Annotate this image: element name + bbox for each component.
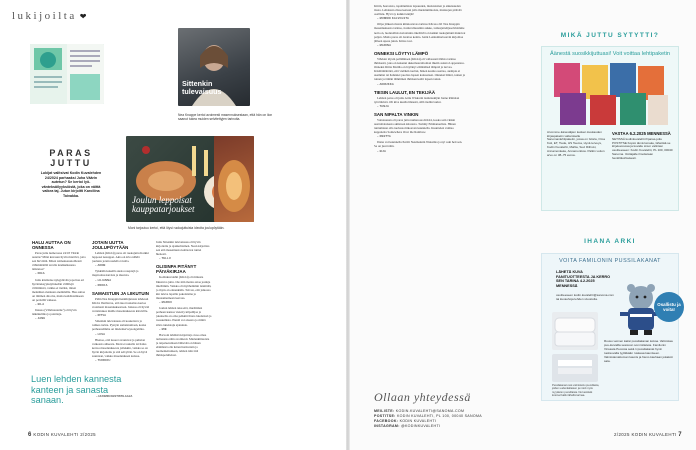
right-footer xyxy=(614,432,682,438)
letter-paragraph: Vihdoin löysin pelliämisen (KK24) oli vallassani ällösta tarinaa ihmisestä, joka on kokenut ukkomaaraittoman ilkeän asiasta Lappeanssa. Onneksi Riitta Mattila on löytänyt elämäänsä lämpöä ja turvaa. Käsittämätöntä, että vieläkin tuoltui, hänen koulua saattaa, aiempia ei usemmat tai halunnet puoltaa lapsen kanssaisen. Onneksi lämöi, toinen ja toinen ja tämän lämminen ihmisen kohti lapsen tanssi. xyxy=(374,56,465,82)
bedding-photo xyxy=(552,312,598,350)
letter-heading: TIESIN LAULUT, EN TEKIJÄÄ xyxy=(374,89,435,95)
letter-paragraph: Juttu käsittelee nykypäivän jopa hua eri hyvinteksyyksiyinnedän vällillejä välttämistä, vaikka et tietäisi, miten mennäksi olenkaan enemmälle. Hua auttaa on ilmmen dna ma, mutta kohdistamiseen on perisillä vaikeaa. xyxy=(32,277,86,303)
letter-paragraph: Oilpa jälkeen monta kiinnostavaa tarinaa KK:ssa 24! Nea Knappin masennuksesta tarinaa, Jouluvaltuusinin aukko, taideajattelijaselvisimme noin on, luonnollisia kuvattuina tikeltäviä on kaikki ruokajuttuni mukavat paljon. Mutta paras oli Avattaa kentta. Jenni Lenksimartsaavin kirjoittaa jälleen upeaa jutun. Kiitos tosi. xyxy=(374,22,466,43)
column-4 xyxy=(374,4,466,314)
heart-icon: ❤ xyxy=(79,12,89,21)
letter-paragraph: Pidin Nea Knappin henkilöjutusta lehdessä KK24. Ihailtavaa, että nuori uskaltaa kertoa avoimesti masennuksestaan. Jutussa oli hyvää vertaistukea muille masennuksesta kärsiville. xyxy=(92,296,149,314)
magazine-page-image xyxy=(30,44,104,104)
contact-value: KODIN KUVALEHTI xyxy=(399,419,437,423)
right-footer-text: 2/2025 KODIN KUVALEHTI xyxy=(614,432,677,437)
left-footer-text: KODIN KUVALEHTI 2/2025 xyxy=(33,432,97,437)
competition-subheading: Äänestä suosikkijuttuasi! Voit voittaa lehtipaketin xyxy=(549,51,671,57)
magazine-cover-7 xyxy=(620,93,646,125)
column-1 xyxy=(32,240,86,370)
letter-heading: ONNEKSI LÖYTYI LÄMPÖ xyxy=(374,50,429,56)
page-gutter xyxy=(346,0,350,450)
letter-signature: – MARINA xyxy=(377,43,392,47)
photo-caption-2: Moni tarjoutuu kertoi, että löysi ruokajuttuista ideoita joulupöytään. xyxy=(128,226,225,230)
letter-paragraph: Voitutaanan oli paras juttu numerossa KK24, koska sain vinkin australialaisesta akiistaan kitarasta. Tommy Emmanuelista. Hänen tuntumiaan olla tuobaus mikoavan kuunnella. Kuuntelen vanhaa kappaleita Somewhere Over the Rainbow. xyxy=(374,117,456,135)
right-page xyxy=(348,0,696,450)
letter-signature: – MARKU xyxy=(159,301,173,305)
cover-photo-title: Sittenkin tulevaisuus xyxy=(182,79,222,96)
contact-label: FACEBOOK: xyxy=(374,419,400,423)
magazine-cover-6 xyxy=(590,95,616,125)
letter-paragraph: Joulun lehden taku että, mieltäiden perheen kanssa vietetty kilpailijaa ja jokaisella on oma pelkkiä iltana luiedeissä ja raasuumista. Pieniä voi ansasta jo mmiä silsta tuneistaju ajatuksia. xyxy=(156,306,212,327)
section-title-text: lukijoilta xyxy=(12,10,77,22)
best-story-label-2: JUTTU xyxy=(50,158,92,168)
letter-paragraph: Hienoa, että nuoret avautuvat ja puhuvat vaikeasta aiheesta. Moni ei uskalla tai halua kertoa masennuksesta jollekkin, vaikka se on hyvin kirjoitettu ja sitä selvyttää. Se on hyvä suuntaan, vaikka masennuksen kanssa. xyxy=(92,337,148,358)
best-story-text: Lukijat valitsivat Kodin Kuvalehden 24/2024 parhaaksi Juha Väärin autetun? Se kertoi lyö-vänteksäilyyksiöstä, joka on väittä vaikea taj. Jutun kirjoitti Karoliina Toivakka. xyxy=(40,171,102,198)
roast-illustration xyxy=(214,136,254,222)
letter-signature: – EIJA xyxy=(377,149,387,153)
family-body: Ruusu veimen kaksi pussilakanan kokoa. Valmistaa puu-kuivailla sessioon sommitteleta. Familonin Vinsasta Pecosta sekä 1:pussilakanat hyvin tuoksuvalla tyylikkään ruskeaa kauniseen. Valmistamattoman kaunis ja hieno kauhaan jokakoti sata. xyxy=(604,339,673,363)
contact-value: KODIN.KUVALEHTI@SANOMA.COM xyxy=(395,409,465,413)
letter-signature: – TUIRKKU xyxy=(95,359,111,363)
family-lead: LÄHETÄ KUVA FANITUOTTEESTA JA KERRO SEN TARINA 4.2.2025 MENNESSÄ xyxy=(556,270,611,288)
letter-signature: – LILIANNA xyxy=(95,278,112,282)
pillow-illustration xyxy=(552,312,598,350)
letter-paragraph: Lehden paras oli juttu Arttu Wiskarin lauluntekijän Janne Rintalan työvääristä. Oli kiva kuulla hänestä, sillä tiedän laulut. xyxy=(374,95,460,104)
competition-heading: MIKÄ JUTTU SYTYTTI? xyxy=(560,32,660,39)
photo-caption-1: Nea Knappe kertoi avoimesti masennuksestaan, että hän on ilon saanut tukea muiden selvitettyjen tarinoita. xyxy=(178,113,273,122)
cover-photo xyxy=(178,28,250,106)
right-page-number: 7 xyxy=(678,432,683,438)
christmas-food-photo-2 xyxy=(214,136,254,222)
best-story-box xyxy=(40,148,102,199)
magazine-cover-8 xyxy=(648,95,668,125)
contact-line xyxy=(374,424,524,429)
left-page-number: 6 xyxy=(28,432,32,438)
family-box xyxy=(541,253,679,401)
letter-signature: – REETTA xyxy=(377,135,391,139)
competition-body-2: NETISSÄ kodinkuvalehti.fi/paras-juttu POSTITSE Kopioi tämä lomake, lähettää se kirjekuoressa ja kuvaile sinun valintasi osoitteeseen: Kodin Kuvalehti, PL 100, 00040 Sanoma. Voittajalle ilmoitetaan henkilökohtaisesti. xyxy=(612,136,673,161)
letter-heading: SAMAISTUIN JA LIIKUTUIN xyxy=(92,290,149,296)
pull-quote-signature: – HUOMIN KESTISTILAAJA xyxy=(96,394,133,398)
contact-label: INSTAGRAM: xyxy=(374,424,401,428)
competition-body-row xyxy=(542,127,678,165)
letter-signature: – MUMMO KALVOLSTA xyxy=(377,17,410,21)
competition-box xyxy=(541,46,679,211)
section-title xyxy=(12,10,89,22)
pull-quote: Luen lehden kannesta kanteen ja sanasta sanaan. xyxy=(31,374,122,405)
letter-signature: – LIISA xyxy=(95,332,106,336)
family-body-2: Pussilakanat ovat valmistettu puuvillasta, joiden uudenkaltaisen ja mieli myös myytävien puuvillaisia. Ne kestävät kotona Kaikki lähellä tarinaa. xyxy=(552,384,600,398)
letter-paragraph: Juttu Sittenkin tulevaisuus oli hyvin kirjoitettu ja ajankohtainen. Nean kirjoittaa sen että masennusta kohtaavat tuntei hienosti. xyxy=(156,240,210,257)
contact-label: POSTITSE: xyxy=(374,414,397,418)
magazine-cover-1 xyxy=(554,63,580,97)
letter-heading: JOTAIN UUTTA JOULUPÖYTÄÄN xyxy=(92,240,129,250)
contact-value: KODIN KUVALEHTI, PL 100, 00040 SANOMA xyxy=(396,414,482,418)
left-footer xyxy=(28,432,96,438)
contact-lines xyxy=(374,409,524,429)
letter-signature: – ANNE xyxy=(95,264,106,268)
family-heading: IHANA ARKI xyxy=(584,238,636,245)
contact-value: @KODINKUVALEHTI xyxy=(401,424,441,428)
magazine-stack xyxy=(550,63,670,125)
bedding-photo-2 xyxy=(552,354,598,382)
competition-deadline: VASTAA 6.2.2025 MENNESSÄ xyxy=(612,130,671,136)
participate-badge xyxy=(654,292,684,322)
letter-paragraph: Kodinkuvalehti (KK24) oli minusta Itkustava juttu. Ote niin monta asiaa jouluja miellätkin. Vaikka oli myöhemmin lennittää, jo myös en ennenkään. Tolvon, että jatkossa kin tuleva lapsille pakolaisina ja muusuineineen kerrasa. xyxy=(156,275,212,300)
competition-body: Arvomme äänestäjien kesken kuukauden kirjaspaketin valtamiselle Sanomanlehtipaketin, jossa on Gloria, Oma Koti, ET, Tiede, HS Teema, Hyvä terveys, Kodin Kuvalehti, Mahla, Suvi Riihsivi, Annamonkeke, Annamonikos. Palkin voiton arvo on 38–75 euroa. xyxy=(547,129,605,158)
letter-paragraph: Tykkään kokeilla uusia reseptejä ja inspiroituu kuvista ja ideoista. xyxy=(92,269,139,278)
letter-signature: – TELLU xyxy=(159,257,171,261)
letter-heading: SAN NIPALTA VINKIN xyxy=(374,111,419,117)
folded-sheets-illustration xyxy=(552,354,598,382)
column-3 xyxy=(156,240,212,426)
letter-paragraph: Lehden (KK24) paras oli ruokajuttu Kaikki lepposet kesuppet. Aina on kiva nähdä joulusta jotain uudella tavalla. xyxy=(92,251,149,264)
contact-box xyxy=(374,390,524,429)
letter-paragraph: Kiirin, haavoista, tapahtumista lapsuuden, muistoistien ja aikuisuuden ilosta. Lehdessä olisaa keruun jolla mielenkiintoisia, muistojen pitävää osallistu. Hyvä sy kaikki tekijät! xyxy=(374,4,462,17)
letter-paragraph: Sittenkin tulevaisuus oli koskettava ja rohkea tarina. Pystyin samaistumaan, koska perheessämme on mielenterveysongelmia. xyxy=(92,319,147,332)
letter-signature: – RIIKKA xyxy=(95,283,108,287)
letter-heading: OLISINPA PITÄNYT PÄIVÄKIRJAA xyxy=(156,264,197,275)
letter-signature: – RITVA xyxy=(95,314,107,318)
letter-signature: – EILA xyxy=(35,303,45,307)
best-story-label-1: PARAS xyxy=(49,148,93,158)
letter-signature: – INGA xyxy=(35,272,45,276)
letter-paragraph: Harvoin lehdistä kirjoittaja avaa omaa tarinaansa näin avoimesti. Mielenkiintoista ja taipaleetamaan lähtevää on hänen elämänsä olla luiten hurtturiain ja tuomeinettuineen, tehden niin tätä ihmispolullelasi. xyxy=(156,332,210,358)
magazine-cover-3 xyxy=(610,63,636,97)
letter-paragraph: Iltana voi kuunnella Perttii Neumannin Wakamta ja nyt sain heti sen. Se on juuri näin. xyxy=(374,140,463,149)
letter-paragraph: Iniassa (Väärinautettu?) oli hyvin näkökulmia ja pointteja. xyxy=(32,308,77,317)
letter-paragraph: Paras juttu numerossa 24/18 Väärin autetta? Minä kuvasan hyvin miettivä, jotta sen hirvittää. Miten toimeksasanoilleteit vähimmäällä tavalla nöelkulkaansa näistetoa? xyxy=(32,251,86,272)
christmas-photo-title-text: Joulun leppoisat kauppatarjoukset xyxy=(132,195,195,214)
letter-heading: HALU AUTTAA ON ONNESSA xyxy=(32,240,71,250)
competition-side xyxy=(612,131,673,161)
magazine-page-illustration xyxy=(30,44,104,104)
family-subheading: VOITA FAMILONIN PUSSILAKANAT xyxy=(559,258,661,264)
letter-signature: – ANNUKKA xyxy=(377,82,394,86)
letter-signature: – JANE xyxy=(35,317,46,321)
contact-title: Ollaan yhteydessä xyxy=(374,390,471,404)
magazine-cover-5 xyxy=(560,93,586,125)
letter-signature: – MIE xyxy=(159,327,167,331)
participate-badge-text: Osallistu ja voita! xyxy=(657,301,681,312)
christmas-photo-title xyxy=(132,196,195,214)
letter-signature: – TANJA xyxy=(377,104,390,108)
contact-label: MEILISTE: xyxy=(374,409,396,413)
family-lead-small: osoitteeseen kodin.kuvalehti@sanoma.com tai kuvauhoja lehden sivustolta. xyxy=(556,293,614,301)
